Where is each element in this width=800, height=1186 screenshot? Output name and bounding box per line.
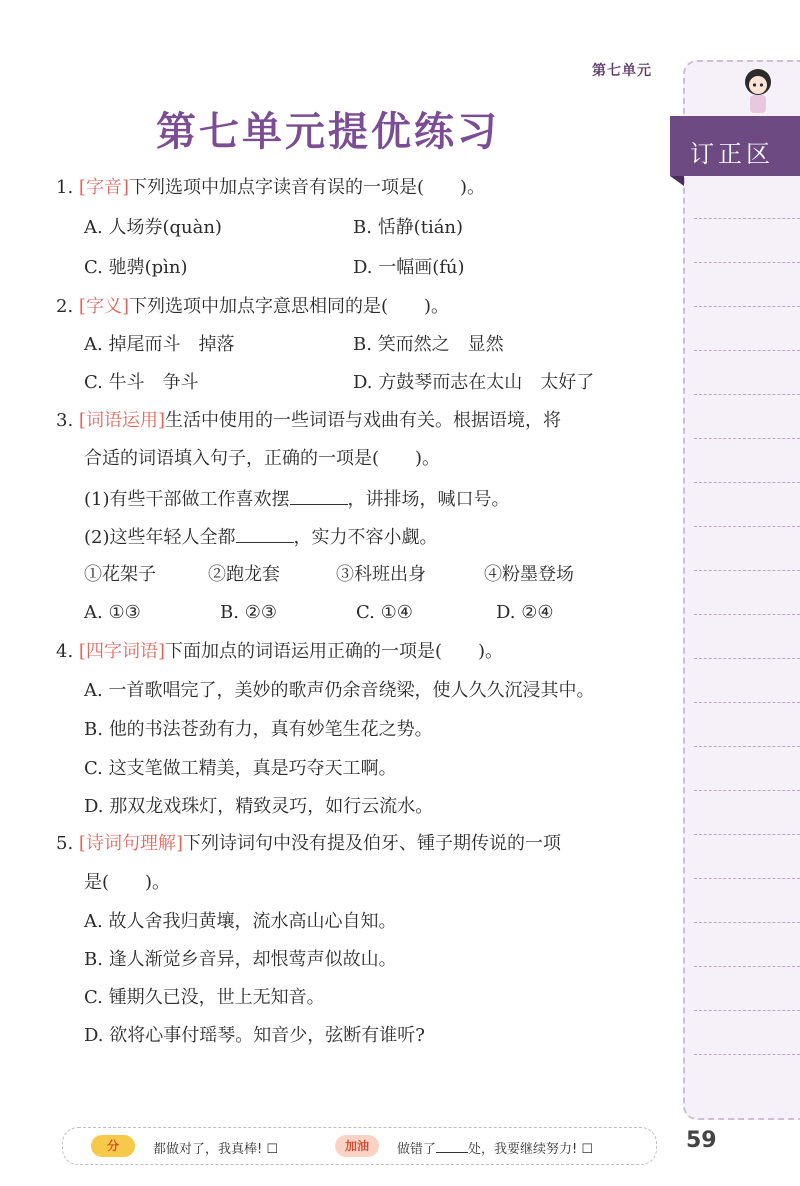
page-number: 59: [686, 1128, 717, 1153]
question-number: 4.: [56, 641, 74, 662]
option-text: 逢人渐觉乡音异，却恨莺声似故山。: [108, 949, 397, 970]
option-letter: B.: [353, 217, 372, 238]
question-text: 是( )。: [84, 872, 171, 893]
word-choice-3: ③科班出身: [336, 564, 426, 585]
question-text: 下面加点的词语运用正确的一项是( )。: [164, 641, 504, 662]
unit-label: 第七单元: [592, 63, 652, 79]
mistakes-checkbox[interactable]: ☐: [581, 1142, 594, 1157]
option-a[interactable]: [84, 910, 396, 934]
option-text: 欲将心事付瑶琴。知音少，弦断有谁听?: [109, 1025, 425, 1046]
option-text: ②④: [521, 602, 554, 623]
option-b[interactable]: [84, 718, 433, 742]
option-letter: C.: [84, 987, 103, 1008]
option-text: 故人舍我归黄壤，流水高山心自知。: [108, 911, 397, 932]
option-letter: B.: [353, 334, 372, 355]
option-letter: D.: [353, 257, 373, 278]
option-text: 驰骋(pìn): [108, 257, 188, 278]
option-text: 方鼓琴而志在太山 太好了: [378, 372, 595, 393]
cartoon-girl-icon: [738, 66, 778, 116]
option-c[interactable]: [84, 757, 397, 781]
question-text: 下列选项中加点字读音有误的一项是( )。: [128, 177, 486, 198]
sidebar-line: [694, 394, 800, 395]
mistakes-count-blank[interactable]: [436, 1141, 468, 1153]
question-3-stem-continued: [84, 447, 440, 471]
question-4-stem: [56, 640, 503, 664]
page-title: 第七单元提优练习: [156, 109, 500, 155]
sentence-text: (2)这些年轻人全都: [84, 527, 236, 548]
question-tag: [词语运用]: [78, 410, 165, 431]
sidebar-line: [694, 218, 800, 219]
option-letter: B.: [220, 602, 239, 623]
option-letter: A.: [84, 911, 103, 932]
question-5-stem-continued: [84, 871, 170, 895]
option-c[interactable]: [356, 601, 413, 625]
option-letter: C.: [356, 602, 375, 623]
sidebar-line: [694, 790, 800, 791]
correction-area-label: 订正区: [690, 140, 774, 168]
sidebar-line: [694, 1010, 800, 1011]
option-a[interactable]: [84, 679, 594, 703]
option-letter: C.: [84, 257, 103, 278]
question-number: 5.: [56, 833, 74, 854]
option-text: 恬静(tián): [377, 217, 464, 238]
question-2-stem: [56, 295, 449, 319]
sentence-text: (1)有些干部做工作喜欢摆: [84, 489, 290, 510]
option-letter: B.: [84, 949, 103, 970]
option-a[interactable]: [84, 216, 222, 240]
keep-going-badge: 加油: [335, 1135, 379, 1157]
option-d[interactable]: [84, 1024, 425, 1048]
word-choice-2: ②跑龙套: [208, 564, 280, 585]
option-text: 笑而然之 显然: [377, 334, 504, 355]
sidebar-line: [694, 702, 800, 703]
question-number: 1.: [56, 177, 74, 198]
fill-blank[interactable]: [236, 525, 294, 543]
option-letter: D.: [353, 372, 373, 393]
sidebar-line: [694, 570, 800, 571]
word-choice-4: ④粉墨登场: [484, 564, 574, 585]
option-letter: A.: [84, 602, 103, 623]
all-correct-checkbox[interactable]: ☐: [266, 1142, 279, 1157]
question-text: 生活中使用的一些词语与戏曲有关。根据语境，将: [164, 410, 561, 431]
all-correct-label: 都做对了，我真棒!: [153, 1142, 263, 1157]
sentence-1: [84, 487, 510, 512]
correction-sidebar: [683, 60, 800, 1120]
option-text: ①③: [108, 602, 141, 623]
option-text: 这支笔做工精美，真是巧夺天工啊。: [108, 758, 397, 779]
question-1-stem: [56, 176, 485, 200]
mistakes-text: [397, 1138, 593, 1157]
option-letter: C.: [84, 758, 103, 779]
banner-fold: [670, 176, 684, 186]
option-letter: A.: [84, 217, 103, 238]
sentence-text: ，实力不容小觑。: [293, 527, 438, 548]
option-d[interactable]: [353, 371, 594, 395]
option-b[interactable]: [220, 601, 277, 625]
question-text: 下列选项中加点字意思相同的是( )。: [128, 296, 450, 317]
mistakes-label: 做错了: [397, 1142, 437, 1157]
option-text: 一幅画(fú): [378, 257, 465, 278]
option-letter: D.: [84, 1025, 104, 1046]
option-c[interactable]: [84, 986, 325, 1010]
option-text: ②③: [244, 602, 277, 623]
option-d[interactable]: [496, 601, 554, 625]
option-letter: B.: [84, 719, 103, 740]
sentence-text: ，讲排场，喊口号。: [347, 489, 510, 510]
sidebar-line: [694, 350, 800, 351]
sidebar-line: [694, 922, 800, 923]
option-b[interactable]: [84, 948, 397, 972]
option-a[interactable]: [84, 601, 141, 625]
question-number: 3.: [56, 410, 74, 431]
full-score-badge: 分: [91, 1135, 135, 1157]
sidebar-line: [694, 878, 800, 879]
option-letter: A.: [84, 680, 103, 701]
option-text: 他的书法苍劲有力，真有妙笔生花之势。: [108, 719, 433, 740]
question-tag: [四字词语]: [78, 641, 165, 662]
question-tag: [诗词句理解]: [78, 833, 183, 854]
option-text: 牛斗 争斗: [108, 372, 199, 393]
sidebar-line: [694, 658, 800, 659]
option-a[interactable]: [84, 333, 234, 357]
option-text: ①④: [380, 602, 413, 623]
sidebar-line: [694, 614, 800, 615]
correction-area-banner: [670, 116, 800, 176]
option-c[interactable]: [84, 371, 199, 395]
mistakes-label-end: 处，我要继续努力!: [468, 1142, 578, 1157]
option-letter: A.: [84, 334, 103, 355]
question-text: 下列诗词句中没有提及伯牙、锺子期传说的一项: [182, 833, 561, 854]
option-text: 锺期久已没，世上无知音。: [108, 987, 325, 1008]
sidebar-line: [694, 746, 800, 747]
fill-blank[interactable]: [290, 487, 348, 505]
question-5-stem: [56, 832, 561, 856]
sentence-2: [84, 525, 438, 550]
sidebar-line: [694, 1054, 800, 1055]
sidebar-line: [694, 526, 800, 527]
question-text: 合适的词语填入句子，正确的一项是( )。: [84, 448, 441, 469]
word-choice-1: ①花架子: [84, 564, 156, 585]
option-text: 那双龙戏珠灯，精致灵巧，如行云流水。: [109, 796, 434, 817]
option-b[interactable]: [353, 333, 504, 357]
option-letter: C.: [84, 372, 103, 393]
option-d[interactable]: [353, 256, 465, 280]
self-assessment-footer: [62, 1127, 657, 1165]
question-tag: [字义]: [78, 296, 129, 317]
question-tag: [字音]: [78, 177, 129, 198]
option-text: 一首歌唱完了，美妙的歌声仍余音绕梁，使人久久沉浸其中。: [108, 680, 595, 701]
option-d[interactable]: [84, 795, 433, 819]
sidebar-line: [694, 834, 800, 835]
option-text: 人场券(quàn): [108, 217, 222, 238]
sidebar-line: [694, 438, 800, 439]
option-letter: D.: [496, 602, 516, 623]
sidebar-line: [694, 262, 800, 263]
all-correct-text: [153, 1138, 278, 1157]
sidebar-line: [694, 966, 800, 967]
option-text: 掉尾而斗 掉落: [108, 334, 235, 355]
sidebar-line: [694, 306, 800, 307]
option-letter: D.: [84, 796, 104, 817]
question-number: 2.: [56, 296, 74, 317]
option-b[interactable]: [353, 216, 463, 240]
option-c[interactable]: [84, 256, 188, 280]
question-3-stem: [56, 409, 561, 433]
sidebar-line: [694, 482, 800, 483]
